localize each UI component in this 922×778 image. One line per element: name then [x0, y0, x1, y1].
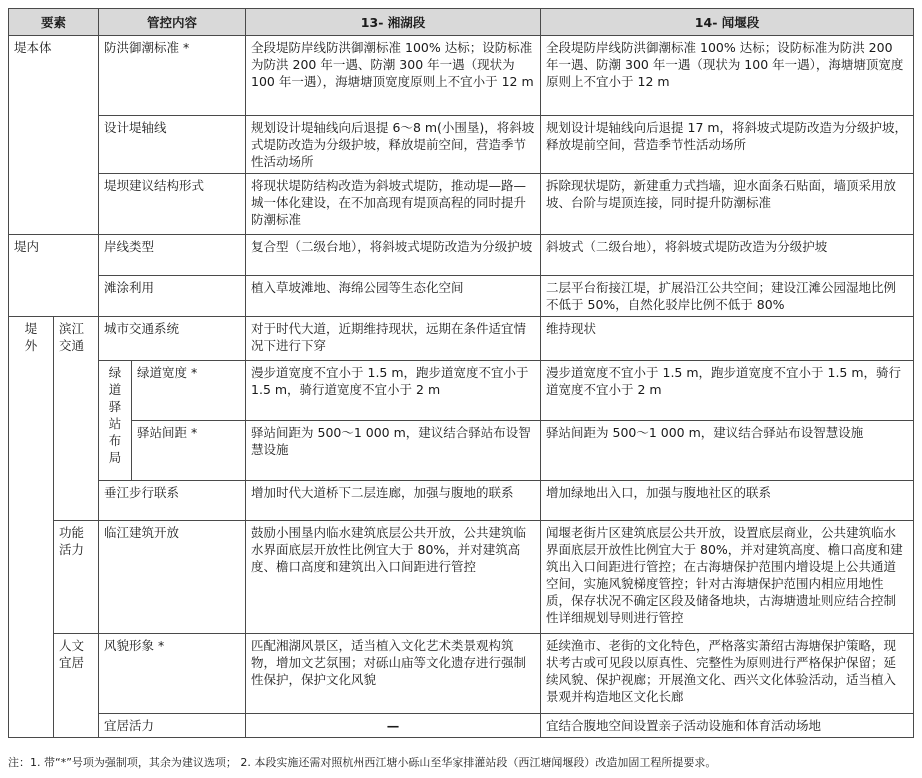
- cell-14: 二层平台衔接江堤，扩展沿江公共空间；建设江滩公园湿地比例不低于 50%，自然化驳岸比例不低于 80%: [541, 276, 914, 317]
- cell-13: 复合型（二级台地），将斜坡式堤防改造为分级护坡: [246, 235, 541, 276]
- cell-14: 全段堤防岸线防洪御潮标准 100% 达标；设防标准为防洪 200 年一遇、防潮 300 年一遇（现状为 100 年一遇），海塘塘顶宽度原则上不宜小于 12 m: [541, 36, 914, 116]
- row-label: 岸线类型: [99, 235, 246, 276]
- row-label: 设计堤轴线: [99, 116, 246, 174]
- row-label: 垂江步行联系: [99, 481, 246, 521]
- cell-14: 驿站间距为 500～1 000 m，建议结合驿站布设智慧设施: [541, 421, 914, 481]
- cell-14: 增加绿地出入口，加强与腹地社区的联系: [541, 481, 914, 521]
- table-row: [9, 116, 914, 174]
- table-row: [9, 361, 914, 421]
- group-bank-body: 堤本体: [9, 36, 99, 235]
- group-binjiang: 滨江交通: [54, 317, 99, 521]
- cell-14: 维持现状: [541, 317, 914, 361]
- cell-13: —: [246, 714, 541, 738]
- row-label: 防洪御潮标准 *: [99, 36, 246, 116]
- row-label: 临江建筑开放: [99, 521, 246, 634]
- cell-13: 将现状堤防结构改造为斜坡式堤防，推动堤—路—城一体化建设，在不加高现有堤顶高程的同时提升防潮标准: [246, 174, 541, 235]
- control-table-container: [8, 8, 913, 738]
- row-label: 城市交通系统: [99, 317, 246, 361]
- cell-13: 全段堤防岸线防洪御潮标准 100% 达标；设防标准为防洪 200 年一遇、防潮 300 年一遇（现状为 100 年一遇），海塘塘顶宽度原则上不宜小于 12 m: [246, 36, 541, 116]
- cell-13: 匹配湘湖风景区，适当植入文化艺术类景观构筑物，增加文艺氛围；对砾山庙等文化遗存进行强制性保护，保护文化风貌: [246, 634, 541, 714]
- cell-14: 闻堰老街片区建筑底层公共开放，设置底层商业，公共建筑临水界面底层开放性比例宜大于 80%，并对建筑高度、檐口高度和建筑出入口间距进行管控；在古海塘保护范围内增设堤上公共通道空间，实施风貌梯度管控；针对古海塘保护范围内相应用地性质，保存状况不确定区段及储备地块，古海塘遗址则应结合控制性详细规划导则进行管控: [541, 521, 914, 634]
- cell-14: 规划设计堤轴线向后退提 17 m，将斜坡式堤防改造为分级护坡，释放堤前空间，营造季节性活动场所: [541, 116, 914, 174]
- row-label: 宜居活力: [99, 714, 246, 738]
- cell-13: 驿站间距为 500～1 000 m，建议结合驿站布设智慧设施: [246, 421, 541, 481]
- table-row: [9, 317, 914, 361]
- table-footnote: 注：1. 带“*”号项为强制项，其余为建议选项； 2. 本段实施还需对照杭州西江塘小砾山至华家排灌站段（西江塘闻堰段）改造加固工程所提要求。: [8, 756, 717, 769]
- table-row: [9, 235, 914, 276]
- table-row: [9, 421, 914, 481]
- row-label: 滩涂利用: [99, 276, 246, 317]
- cell-14: 漫步道宽度不宜小于 1.5 m，跑步道宽度不宜小于 1.5 m，骑行道宽度不宜小于 2 m: [541, 361, 914, 421]
- table-row: [9, 521, 914, 634]
- cell-13: 规划设计堤轴线向后退提 6～8 m(小围垦)，将斜坡式堤防改造为分级护坡，释放堤前空间，营造季节性活动场所: [246, 116, 541, 174]
- cell-13: 鼓励小围垦内临水建筑底层公共开放，公共建筑临水界面底层开放性比例宜大于 80%，并对建筑高度、檐口高度和建筑出入口间距进行管控: [246, 521, 541, 634]
- group-green-station-label: 绿道驿站布局: [108, 365, 122, 465]
- cell-14: 斜坡式（二级台地），将斜坡式堤防改造为分级护坡: [541, 235, 914, 276]
- header-section-14: 14- 闻堰段: [541, 9, 914, 36]
- group-function: 功能活力: [54, 521, 99, 634]
- cell-13: 对于时代大道，近期维持现状，远期在条件适宜情况下进行下穿: [246, 317, 541, 361]
- header-control-content: 管控内容: [99, 9, 246, 36]
- cell-13: 植入草坡滩地、海绵公园等生态化空间: [246, 276, 541, 317]
- row-label: 绿道宽度 *: [132, 361, 246, 421]
- control-table: [8, 8, 914, 738]
- header-element: 要素: [9, 9, 99, 36]
- row-label: 堤坝建议结构形式: [99, 174, 246, 235]
- table-row: [9, 36, 914, 116]
- group-outside-label: 堤外: [24, 321, 38, 353]
- cell-13: 增加时代大道桥下二层连廊，加强与腹地的联系: [246, 481, 541, 521]
- cell-14: 宜结合腹地空间设置亲子活动设施和体育活动场地: [541, 714, 914, 738]
- group-outside: [9, 317, 54, 738]
- group-culture: 人文宜居: [54, 634, 99, 738]
- table-row: [9, 276, 914, 317]
- cell-13: 漫步道宽度不宜小于 1.5 m，跑步道宽度不宜小于 1.5 m，骑行道宽度不宜小于 2 m: [246, 361, 541, 421]
- cell-14: 延续渔市、老街的文化特色，严格落实萧绍古海塘保护策略，现状考古或可见段以原真性、完整性为原则进行严格保护保留；延续风貌、保护视廊；开展渔文化、西兴文化体验活动，适当植入景观并构造地区文化长廊: [541, 634, 914, 714]
- cell-14: 拆除现状堤防，新建重力式挡墙，迎水面条石贴面，墙顶采用放坡、台阶与堤顶连接，同时提升防潮标准: [541, 174, 914, 235]
- table-header-row: [9, 9, 914, 36]
- group-green-station: [99, 361, 132, 481]
- header-section-13: 13- 湘湖段: [246, 9, 541, 36]
- table-row: [9, 481, 914, 521]
- row-label: 驿站间距 *: [132, 421, 246, 481]
- table-row: [9, 174, 914, 235]
- table-row: [9, 634, 914, 714]
- row-label: 风貌形象 *: [99, 634, 246, 714]
- group-inside: 堤内: [9, 235, 99, 317]
- table-row: [9, 714, 914, 738]
